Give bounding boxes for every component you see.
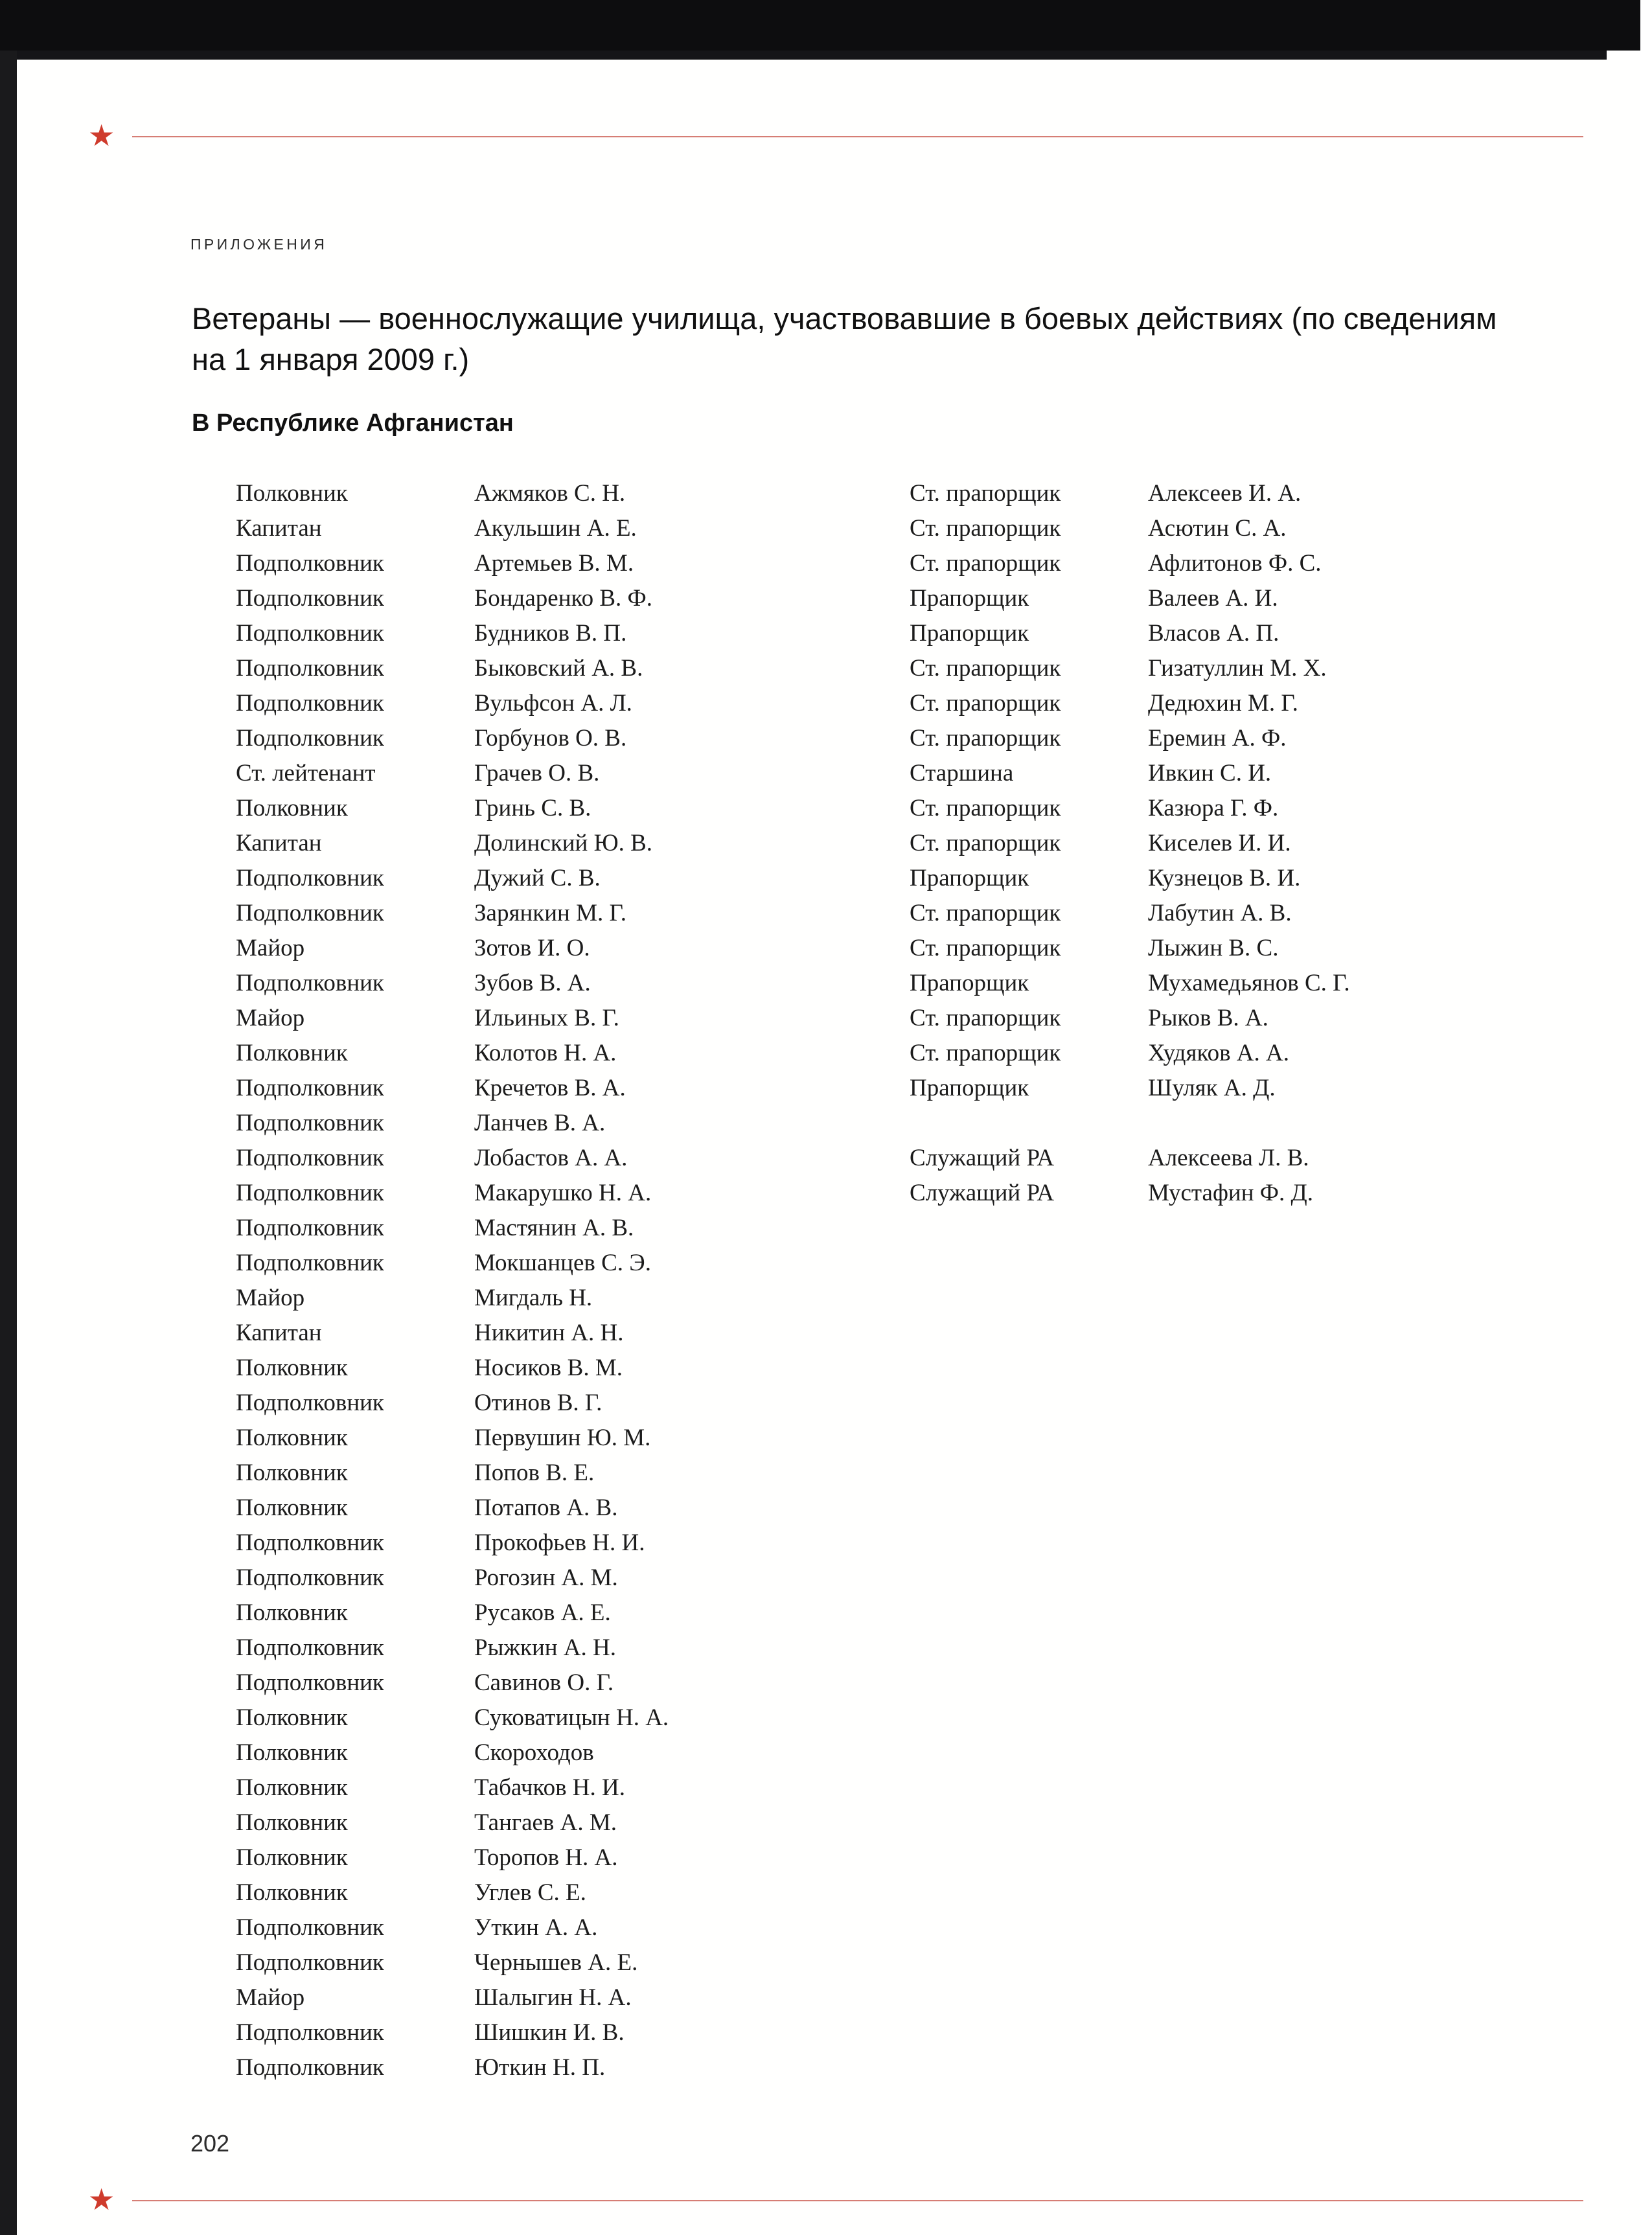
page-number: 202 xyxy=(190,2130,230,2157)
rank-label: Подполковник xyxy=(236,1110,384,1136)
rank-label: Подполковник xyxy=(236,550,384,577)
rank-label: Полковник xyxy=(236,1599,348,1626)
list-item xyxy=(236,1704,890,1739)
name-label: Юткин Н. П. xyxy=(474,2054,606,2081)
name-label: Кречетов В. А. xyxy=(474,1075,626,1101)
name-label: Первушин Ю. М. xyxy=(474,1425,651,1451)
name-label: Гринь С. В. xyxy=(474,795,591,821)
list-item xyxy=(910,584,1564,619)
list-item xyxy=(910,1039,1564,1074)
rank-label: Ст. прапорщик xyxy=(910,1005,1061,1031)
rank-label: Полковник xyxy=(236,1425,348,1451)
list-item xyxy=(236,724,890,759)
list-item xyxy=(236,2054,890,2089)
page-subtitle: В Республике Афганистан xyxy=(192,409,514,437)
name-label: Рыжкин А. Н. xyxy=(474,1634,617,1661)
name-label: Власов А. П. xyxy=(1148,620,1279,647)
name-label: Лыжин В. С. xyxy=(1148,935,1279,961)
list-item xyxy=(236,1249,890,1284)
footer-rule xyxy=(132,2200,1583,2201)
name-label: Прокофьев Н. И. xyxy=(474,1530,645,1556)
name-label: Кузнецов В. И. xyxy=(1148,865,1301,891)
name-label: Рогозин А. М. xyxy=(474,1564,618,1591)
star-icon-top: ★ xyxy=(88,118,115,153)
name-label: Ильиных В. Г. xyxy=(474,1005,619,1031)
rank-label: Ст. прапорщик xyxy=(910,795,1061,821)
scan-top-edge-inner xyxy=(0,51,1607,60)
scan-right-edge xyxy=(1640,0,1652,2235)
list-item xyxy=(236,934,890,969)
rank-label: Подполковник xyxy=(236,1914,384,1941)
list-item xyxy=(910,1179,1564,1214)
name-label: Дедюхин М. Г. xyxy=(1148,690,1298,716)
list-item xyxy=(236,1774,890,1809)
name-label: Ивкин С. И. xyxy=(1148,760,1272,786)
rank-label: Ст. прапорщик xyxy=(910,480,1061,507)
list-item xyxy=(236,619,890,654)
list-item xyxy=(236,794,890,829)
name-label: Бондаренко В. Ф. xyxy=(474,585,653,612)
list-item xyxy=(910,1004,1564,1039)
name-label: Вульфсон А. Л. xyxy=(474,690,632,716)
rank-label: Подполковник xyxy=(236,1390,384,1416)
list-item xyxy=(910,864,1564,899)
name-label: Никитин А. Н. xyxy=(474,1320,624,1346)
name-label: Табачков Н. И. xyxy=(474,1774,625,1801)
rank-label: Служащий РА xyxy=(910,1145,1055,1171)
list-item xyxy=(236,1494,890,1529)
list-item xyxy=(910,829,1564,864)
list-item xyxy=(236,1459,890,1494)
rank-label: Подполковник xyxy=(236,1250,384,1276)
list-item xyxy=(910,759,1564,794)
name-label: Худяков А. А. xyxy=(1148,1040,1289,1066)
name-label: Мастянин А. В. xyxy=(474,1215,634,1241)
rank-label: Полковник xyxy=(236,1809,348,1836)
name-label: Ланчев В. А. xyxy=(474,1110,606,1136)
name-label: Мустафин Ф. Д. xyxy=(1148,1180,1313,1206)
rank-label: Полковник xyxy=(236,1739,348,1766)
list-item xyxy=(910,1144,1564,1179)
name-label: Чернышев А. Е. xyxy=(474,1949,638,1976)
rank-label: Майор xyxy=(236,1285,305,1311)
rank-label: Полковник xyxy=(236,1040,348,1066)
rank-label: Подполковник xyxy=(236,1530,384,1556)
page-title: Ветераны — военнослужащие училища, участвовавшие в боевых действиях (по сведениям на 1 января 2009 г.) xyxy=(192,301,1497,376)
list-item xyxy=(236,1039,890,1074)
scan-top-edge xyxy=(0,0,1652,51)
list-item xyxy=(910,549,1564,584)
list-item xyxy=(910,794,1564,829)
name-label: Колотов Н. А. xyxy=(474,1040,617,1066)
list-item xyxy=(236,1879,890,1914)
name-label: Зотов И. О. xyxy=(474,935,590,961)
name-label: Носиков В. М. xyxy=(474,1355,623,1381)
name-label: Алексеев И. А. xyxy=(1148,480,1302,507)
list-item xyxy=(236,1634,890,1669)
name-label: Артемьев В. М. xyxy=(474,550,634,577)
name-label: Потапов А. В. xyxy=(474,1495,618,1521)
rank-label: Полковник xyxy=(236,1879,348,1906)
list-item xyxy=(910,899,1564,934)
rank-label: Подполковник xyxy=(236,690,384,716)
name-label: Попов В. Е. xyxy=(474,1460,595,1486)
list-item xyxy=(236,1844,890,1879)
rank-label: Старшина xyxy=(910,760,1014,786)
name-label: Афлитонов Ф. С. xyxy=(1148,550,1322,577)
name-label: Акульшин А. Е. xyxy=(474,515,637,542)
rank-label: Ст. прапорщик xyxy=(910,550,1061,577)
name-label: Скороходов xyxy=(474,1739,594,1766)
list-item xyxy=(236,969,890,1004)
rank-label: Майор xyxy=(236,1984,305,2011)
list-item xyxy=(236,1739,890,1774)
rank-label: Подполковник xyxy=(236,1564,384,1591)
name-label: Мокшанцев С. Э. xyxy=(474,1250,651,1276)
name-label: Савинов О. Г. xyxy=(474,1669,614,1696)
rank-label: Подполковник xyxy=(236,2019,384,2046)
name-label: Суковатицын Н. А. xyxy=(474,1704,669,1731)
rank-label: Капитан xyxy=(236,1320,322,1346)
rank-label: Подполковник xyxy=(236,620,384,647)
rank-label: Полковник xyxy=(236,1774,348,1801)
list-item xyxy=(910,689,1564,724)
list-item xyxy=(236,1599,890,1634)
list-item xyxy=(910,969,1564,1004)
name-label: Мигдаль Н. xyxy=(474,1285,593,1311)
list-item xyxy=(910,1074,1564,1109)
list-item xyxy=(236,1389,890,1424)
rank-label: Подполковник xyxy=(236,585,384,612)
rank-label: Капитан xyxy=(236,515,322,542)
name-label: Шалыгин Н. А. xyxy=(474,1984,632,2011)
list-item xyxy=(236,864,890,899)
rank-label: Подполковник xyxy=(236,1145,384,1171)
rank-label: Подполковник xyxy=(236,900,384,926)
list-item xyxy=(236,1914,890,1949)
rank-label: Подполковник xyxy=(236,1669,384,1696)
name-label: Быковский А. В. xyxy=(474,655,643,682)
name-label: Будников В. П. xyxy=(474,620,627,647)
name-label: Еремин А. Ф. xyxy=(1148,725,1287,751)
rank-label: Ст. прапорщик xyxy=(910,655,1061,682)
name-label: Киселев И. И. xyxy=(1148,830,1291,856)
list-item xyxy=(236,1564,890,1599)
rank-label: Подполковник xyxy=(236,970,384,996)
name-label: Отинов В. Г. xyxy=(474,1390,602,1416)
list-item xyxy=(236,584,890,619)
name-label: Уткин А. А. xyxy=(474,1914,598,1941)
rank-label: Прапорщик xyxy=(910,620,1029,647)
name-label: Русаков А. Е. xyxy=(474,1599,611,1626)
list-item xyxy=(236,1144,890,1179)
star-icon-bottom: ★ xyxy=(88,2182,115,2217)
rank-label: Полковник xyxy=(236,1460,348,1486)
veterans-column-right xyxy=(910,479,1564,1214)
rank-label: Подполковник xyxy=(236,1180,384,1206)
name-label: Торопов Н. А. xyxy=(474,1844,618,1871)
rank-label: Майор xyxy=(236,935,305,961)
rank-label: Майор xyxy=(236,1005,305,1031)
rank-label: Служащий РА xyxy=(910,1180,1055,1206)
name-label: Горбунов О. В. xyxy=(474,725,627,751)
name-label: Углев С. Е. xyxy=(474,1879,586,1906)
name-label: Лабутин А. В. xyxy=(1148,900,1292,926)
list-item xyxy=(236,654,890,689)
list-item xyxy=(236,514,890,549)
list-item xyxy=(236,1319,890,1354)
rank-label: Ст. прапорщик xyxy=(910,1040,1061,1066)
rank-label: Полковник xyxy=(236,1355,348,1381)
name-label: Алексеева Л. В. xyxy=(1148,1145,1309,1171)
list-item xyxy=(236,2019,890,2054)
rank-label: Ст. прапорщик xyxy=(910,830,1061,856)
list-item xyxy=(236,1004,890,1039)
list-item xyxy=(236,1284,890,1319)
list-item xyxy=(910,479,1564,514)
name-label: Шуляк А. Д. xyxy=(1148,1075,1276,1101)
rank-label: Ст. лейтенант xyxy=(236,760,376,786)
rank-label: Полковник xyxy=(236,480,348,507)
name-label: Асютин С. А. xyxy=(1148,515,1287,542)
rank-label: Подполковник xyxy=(236,655,384,682)
veterans-column-left xyxy=(236,479,890,2089)
name-label: Рыков В. А. xyxy=(1148,1005,1268,1031)
list-gap xyxy=(910,1109,1564,1144)
list-item xyxy=(236,1424,890,1459)
list-item xyxy=(910,654,1564,689)
name-label: Зарянкин М. Г. xyxy=(474,900,626,926)
name-label: Мухамедьянов С. Г. xyxy=(1148,970,1350,996)
rank-label: Прапорщик xyxy=(910,1075,1029,1101)
name-label: Лобастов А. А. xyxy=(474,1145,628,1171)
rank-label: Полковник xyxy=(236,795,348,821)
list-item xyxy=(910,619,1564,654)
rank-label: Капитан xyxy=(236,830,322,856)
list-item xyxy=(236,1669,890,1704)
rank-label: Полковник xyxy=(236,1704,348,1731)
list-item xyxy=(236,1529,890,1564)
section-eyebrow: ПРИЛОЖЕНИЯ xyxy=(190,236,328,253)
rank-label: Ст. прапорщик xyxy=(910,515,1061,542)
name-label: Тангаев А. М. xyxy=(474,1809,617,1836)
list-item xyxy=(236,759,890,794)
rank-label: Ст. прапорщик xyxy=(910,725,1061,751)
rank-label: Ст. прапорщик xyxy=(910,690,1061,716)
list-item xyxy=(236,1179,890,1214)
name-label: Шишкин И. В. xyxy=(474,2019,625,2046)
list-item xyxy=(236,1074,890,1109)
rank-label: Подполковник xyxy=(236,1634,384,1661)
name-label: Грачев О. В. xyxy=(474,760,600,786)
rank-label: Прапорщик xyxy=(910,865,1029,891)
name-label: Гизатуллин М. Х. xyxy=(1148,655,1327,682)
rank-label: Подполковник xyxy=(236,725,384,751)
list-item xyxy=(236,1949,890,1984)
rank-label: Прапорщик xyxy=(910,585,1029,612)
name-label: Зубов В. А. xyxy=(474,970,591,996)
rank-label: Подполковник xyxy=(236,1075,384,1101)
rank-label: Ст. прапорщик xyxy=(910,935,1061,961)
rank-label: Подполковник xyxy=(236,865,384,891)
rank-label: Полковник xyxy=(236,1495,348,1521)
rank-label: Прапорщик xyxy=(910,970,1029,996)
name-label: Дужий С. В. xyxy=(474,865,601,891)
rank-label: Подполковник xyxy=(236,1949,384,1976)
list-item xyxy=(236,1109,890,1144)
name-label: Долинский Ю. В. xyxy=(474,830,653,856)
list-item xyxy=(236,1809,890,1844)
list-item xyxy=(236,1354,890,1389)
list-item xyxy=(236,479,890,514)
list-item xyxy=(236,1984,890,2019)
list-item xyxy=(910,724,1564,759)
list-item xyxy=(910,514,1564,549)
header-rule xyxy=(132,136,1583,137)
list-item xyxy=(236,829,890,864)
list-item xyxy=(910,934,1564,969)
rank-label: Ст. прапорщик xyxy=(910,900,1061,926)
scan-left-edge xyxy=(0,51,17,2235)
name-label: Ажмяков С. Н. xyxy=(474,480,626,507)
list-item xyxy=(236,1214,890,1249)
name-label: Казюра Г. Ф. xyxy=(1148,795,1279,821)
rank-label: Подполковник xyxy=(236,2054,384,2081)
list-item xyxy=(236,689,890,724)
list-item xyxy=(236,549,890,584)
document-page xyxy=(17,60,1640,2235)
rank-label: Подполковник xyxy=(236,1215,384,1241)
name-label: Валеев А. И. xyxy=(1148,585,1278,612)
rank-label: Полковник xyxy=(236,1844,348,1871)
list-item xyxy=(236,899,890,934)
name-label: Макарушко Н. А. xyxy=(474,1180,652,1206)
